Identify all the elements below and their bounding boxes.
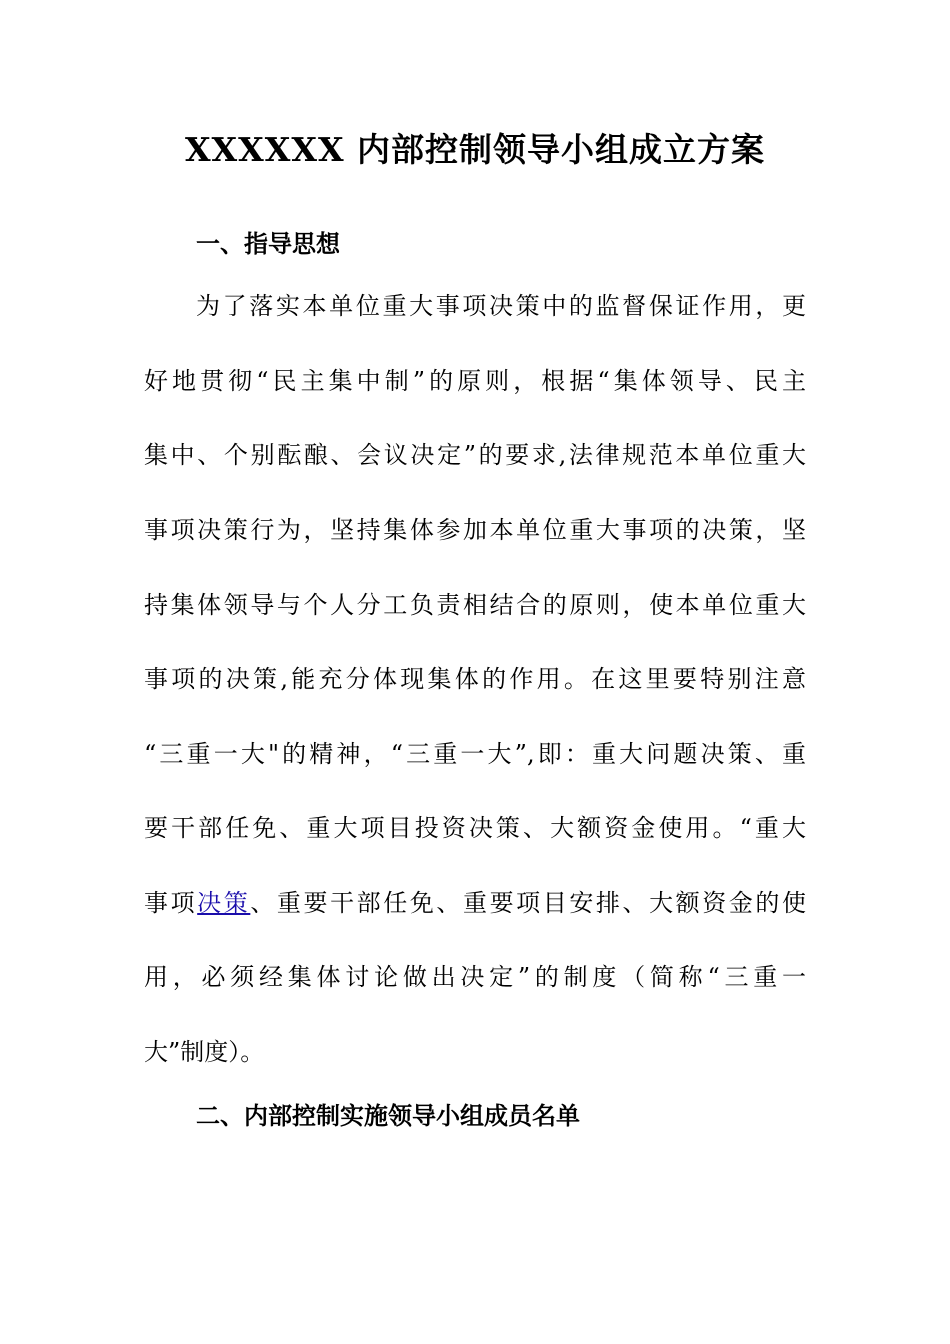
paragraph-line: 为了落实本单位重大事项决策中的监督保证作用，更 bbox=[196, 292, 806, 320]
paragraph-line-with-link bbox=[144, 885, 806, 921]
paragraph-line: 事项的决策,能充分体现集体的作用。在这里要特别注意 bbox=[144, 665, 806, 693]
paragraph-line: 好地贯彻“民主集中制”的原则，根据“集体领导、民主 bbox=[144, 367, 806, 395]
paragraph-line: 用，必须经集体讨论做出决定”的制度（简称“三重一 bbox=[144, 963, 806, 991]
paragraph-line: 要干部任免、重大项目投资决策、大额资金使用。“重大 bbox=[144, 814, 806, 842]
section-heading-member-list: 二、内部控制实施领导小组成员名单 bbox=[196, 1102, 580, 1130]
paragraph-line-last: 大”制度）。 bbox=[144, 1038, 265, 1066]
paragraph-text: 事项 bbox=[144, 889, 198, 917]
decision-link[interactable]: 决策 bbox=[197, 889, 251, 917]
paragraph-line: 集中、个别酝酿、会议决定”的要求,法律规范本单位重大 bbox=[144, 441, 806, 469]
paragraph-text: 、重要干部任免、重要项目安排、大额资金的使 bbox=[250, 889, 806, 917]
paragraph-line: “三重一大"的精神，“三重一大”,即：重大问题决策、重 bbox=[144, 740, 806, 768]
document-title: XXXXXX 内部控制领导小组成立方案 bbox=[184, 130, 766, 169]
section-heading-guiding-ideology: 一、指导思想 bbox=[196, 230, 340, 258]
paragraph-line: 持集体领导与个人分工负责相结合的原则，使本单位重大 bbox=[144, 591, 806, 619]
paragraph-line: 事项决策行为，坚持集体参加本单位重大事项的决策，坚 bbox=[144, 516, 806, 544]
